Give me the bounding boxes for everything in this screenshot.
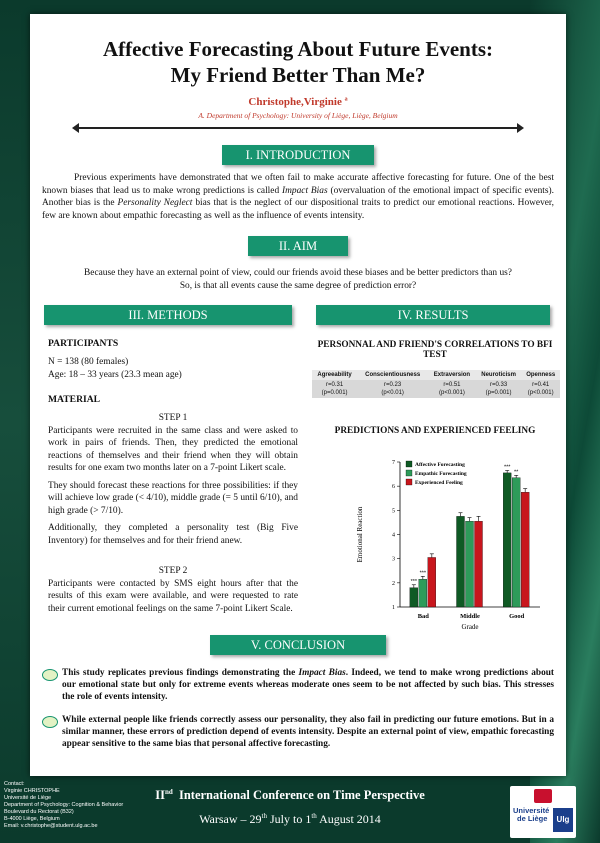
background-left [0, 0, 30, 843]
aim-text [42, 267, 554, 292]
contact-line: Virginie CHRISTOPHE [4, 788, 60, 794]
section-label: RESULTS [415, 308, 469, 322]
poster-title [30, 36, 566, 88]
logo-mark: Ulg [553, 808, 573, 832]
r-value: r=0.51 [443, 382, 461, 388]
step1-heading: STEP 1 [158, 413, 188, 423]
contact-line: Boulevard du Rectorat (B32) [4, 809, 74, 815]
legend-label: Experienced Feeling [415, 480, 463, 486]
table-cell [357, 380, 428, 398]
contact-line: Email: v.christophe@student.ulg.ac.be [4, 823, 98, 829]
double-arrow-divider [78, 127, 518, 129]
r-value: r=0.23 [384, 382, 402, 388]
contact-block [4, 781, 123, 830]
table-header-cell: Agreeability [312, 370, 357, 380]
bar [466, 521, 474, 607]
contact-line: Université de Liège [4, 795, 52, 801]
section-methods-header [44, 305, 292, 325]
table-header-cell: Extraversion [428, 370, 476, 380]
conclusion-1-text-a: This study replicates previous findings demonstrating the [62, 668, 299, 678]
contact-label: Contact: [4, 781, 25, 787]
poster [30, 14, 566, 776]
table-header-cell: Neuroticism [476, 370, 522, 380]
conclusion-1-emphasis: Impact Bias [298, 668, 346, 678]
legend-swatch [406, 479, 412, 485]
bar [457, 516, 465, 607]
table-row [312, 380, 560, 398]
conclusion-1-text-b: . Indeed, we tend to make wrong predictions about our emotional state but only for extreme events whereas moderate ones seem to be not affected by such bias. This stresses the role of events intensity. [62, 668, 554, 702]
bar-chart [350, 442, 550, 632]
x-tick-label: Good [509, 613, 525, 620]
significance-marker: *** [419, 570, 427, 577]
p-value: (p<0.01) [381, 390, 404, 396]
conference-name [120, 788, 460, 803]
step1-paragraph-1: Participants were recruited in the same class and were asked to work in pairs of friends. Then, they predicted the emotional reactions of themselves and their friend when they will obtain results for one exam two months later on a 7-point Likert scale. [48, 425, 298, 473]
bullet-icon [42, 716, 58, 728]
logo-line-1: Université [513, 806, 550, 815]
p-value: (p<0.001) [527, 390, 554, 396]
section-label: METHODS [147, 308, 208, 322]
intro-text-3: bias that is the neglect of our dispositional traits to predict our emotional reactions. However, few are known about empathic forecasting as well as the influence of events intensity. [42, 198, 555, 221]
conference-ordinal-sup: nd [164, 788, 173, 796]
logo-text [513, 807, 549, 823]
conclusion-point-2: While external people like friends correctly assess our personality, they also fail in predicting our future emotions. But in a similar manner, these errors of prediction depend of events intensity. Despite an external point of view, empathic forecasting appear sensitive to the same bias that personal affective forecasting. [62, 715, 554, 749]
date-sup: th [311, 812, 317, 820]
section-number: III. [128, 308, 145, 322]
legend-label: Empathic Forecasting [415, 471, 467, 477]
table-cell [428, 380, 476, 398]
table-cell [476, 380, 522, 398]
bfi-correlation-table [312, 370, 560, 398]
section-results-header [316, 305, 550, 325]
step1-paragraph-3: Additionally, they completed a personality test (Big Five Inventory) for themselves and for their friend anew. [48, 523, 298, 546]
date-part: July to 1 [267, 812, 312, 826]
intro-emphasis-2: Personality Neglect [117, 198, 193, 208]
y-tick-label: 1 [392, 605, 395, 611]
p-value: (p=0.001) [485, 390, 512, 396]
aim-line-1: Because they have an external point of view, could our friends avoid these biases and be better predictors than us? [84, 268, 512, 278]
date-part: Warsaw – 29 [199, 812, 262, 826]
bar [512, 478, 520, 607]
r-value: r=0.41 [532, 382, 550, 388]
aim-line-2: So, is that all events cause the same degree of prediction error? [179, 280, 417, 291]
y-tick-label: 3 [392, 556, 395, 563]
intro-emphasis-1: Impact Bias [282, 185, 328, 196]
bfi-table-title: PERSONNAL AND FRIEND'S CORRELATIONS TO BFI TEST [317, 340, 553, 360]
legend-swatch [406, 461, 412, 467]
title-line-1: Affective Forecasting About Future Events: [103, 37, 493, 61]
university-logo [510, 786, 576, 838]
material-heading: MATERIAL [48, 394, 101, 405]
conference-ordinal: II [155, 788, 165, 803]
logo-seal-icon [534, 789, 552, 803]
p-value: (p<0.001) [439, 390, 465, 396]
legend-swatch [406, 470, 412, 476]
section-number: V. [250, 638, 262, 652]
intro-paragraph [42, 172, 554, 222]
step2-block [48, 565, 298, 615]
y-tick-label: 2 [392, 580, 395, 587]
logo-line-2: de Liège [517, 814, 548, 823]
date-part: August 2014 [316, 812, 381, 826]
intro-text-2: (overvaluation of the emotional impact of specific events). Another bias is the [42, 185, 554, 208]
section-aim-header [248, 236, 348, 256]
intro-text-1: Previous experiments have demonstrated that we often fail to make accurate affective forecasting for future. One of the best known biases that lead us to make wrong predictions is called [42, 173, 554, 196]
bar [419, 579, 427, 607]
significance-marker: ** [514, 469, 519, 476]
bar [503, 473, 511, 607]
table-header-cell: Conscientiousness [357, 370, 428, 380]
section-number: I. [245, 148, 253, 162]
author-superscript: a [344, 96, 348, 103]
participants-age: Age: 18 – 33 years (23.3 mean age) [48, 369, 182, 380]
significance-marker: *** [410, 578, 418, 585]
r-value: r=0.31 [326, 382, 344, 388]
affiliation: A. Department of Psychology: University of Liège, Liège, Belgium [198, 111, 398, 120]
title-line-2: My Friend Better Than Me? [170, 63, 426, 87]
contact-line: Department of Psychology: Cognition & Behavior [4, 802, 124, 808]
bar [428, 557, 436, 607]
y-axis-label: Emotional Reaction [356, 506, 364, 563]
p-value: (p=0.001) [321, 390, 348, 396]
y-tick-label: 4 [392, 532, 395, 539]
step1-block [48, 412, 298, 547]
y-tick-label: 6 [392, 484, 395, 491]
x-tick-label: Middle [460, 613, 480, 620]
section-number: II. [278, 239, 291, 253]
conference-title: International Conference on Time Perspective [178, 788, 425, 803]
table-header-cell: Openness [521, 370, 560, 380]
bar [521, 492, 529, 607]
step2-paragraph: Participants were contacted by SMS eight hours after that the results of this exam were available, and were requested to rate their current emotional feelings on the same 7-point Likert Scale. [48, 578, 298, 614]
y-tick-label: 7 [392, 460, 395, 466]
x-tick-label: Bad [417, 613, 429, 620]
bullet-icon [42, 669, 58, 681]
y-tick-label: 5 [392, 508, 395, 515]
conference-date [120, 812, 460, 827]
date-sup: th [261, 812, 267, 820]
x-axis-label: Grade [461, 623, 479, 631]
author-name: Christophe,Virginie [248, 96, 342, 108]
section-number: IV. [397, 308, 413, 322]
section-intro-header [222, 145, 374, 165]
conclusion-point-1 [62, 667, 554, 703]
step1-paragraph-2: They should forecast these reactions for three possibilities: if they will achieve low grade (< 4/10), middle grade (= 5 until 6/10), and high grade (> 7/10). [48, 480, 298, 516]
bar [475, 521, 483, 607]
contact-line: B-4000 Liège, Belgium [4, 816, 60, 822]
participants-heading: PARTICIPANTS [48, 338, 119, 349]
section-label: CONCLUSION [264, 638, 346, 652]
legend-label: Affective Forecasting [415, 462, 465, 468]
participants-n: N = 138 (80 females) [48, 357, 129, 367]
table-header-row [312, 370, 560, 380]
table-cell [521, 380, 560, 398]
section-conclusion-header [210, 635, 386, 655]
author [30, 96, 566, 108]
section-label: AIM [292, 239, 318, 253]
section-label: INTRODUCTION [255, 148, 351, 162]
participants-info [48, 356, 298, 381]
significance-marker: *** [503, 464, 511, 471]
bar [410, 588, 418, 607]
r-value: r=0.33 [489, 382, 508, 388]
step2-heading: STEP 2 [158, 566, 188, 576]
chart-title: PREDICTIONS AND EXPERIENCED FEELING [334, 426, 536, 436]
table-cell [312, 380, 357, 398]
